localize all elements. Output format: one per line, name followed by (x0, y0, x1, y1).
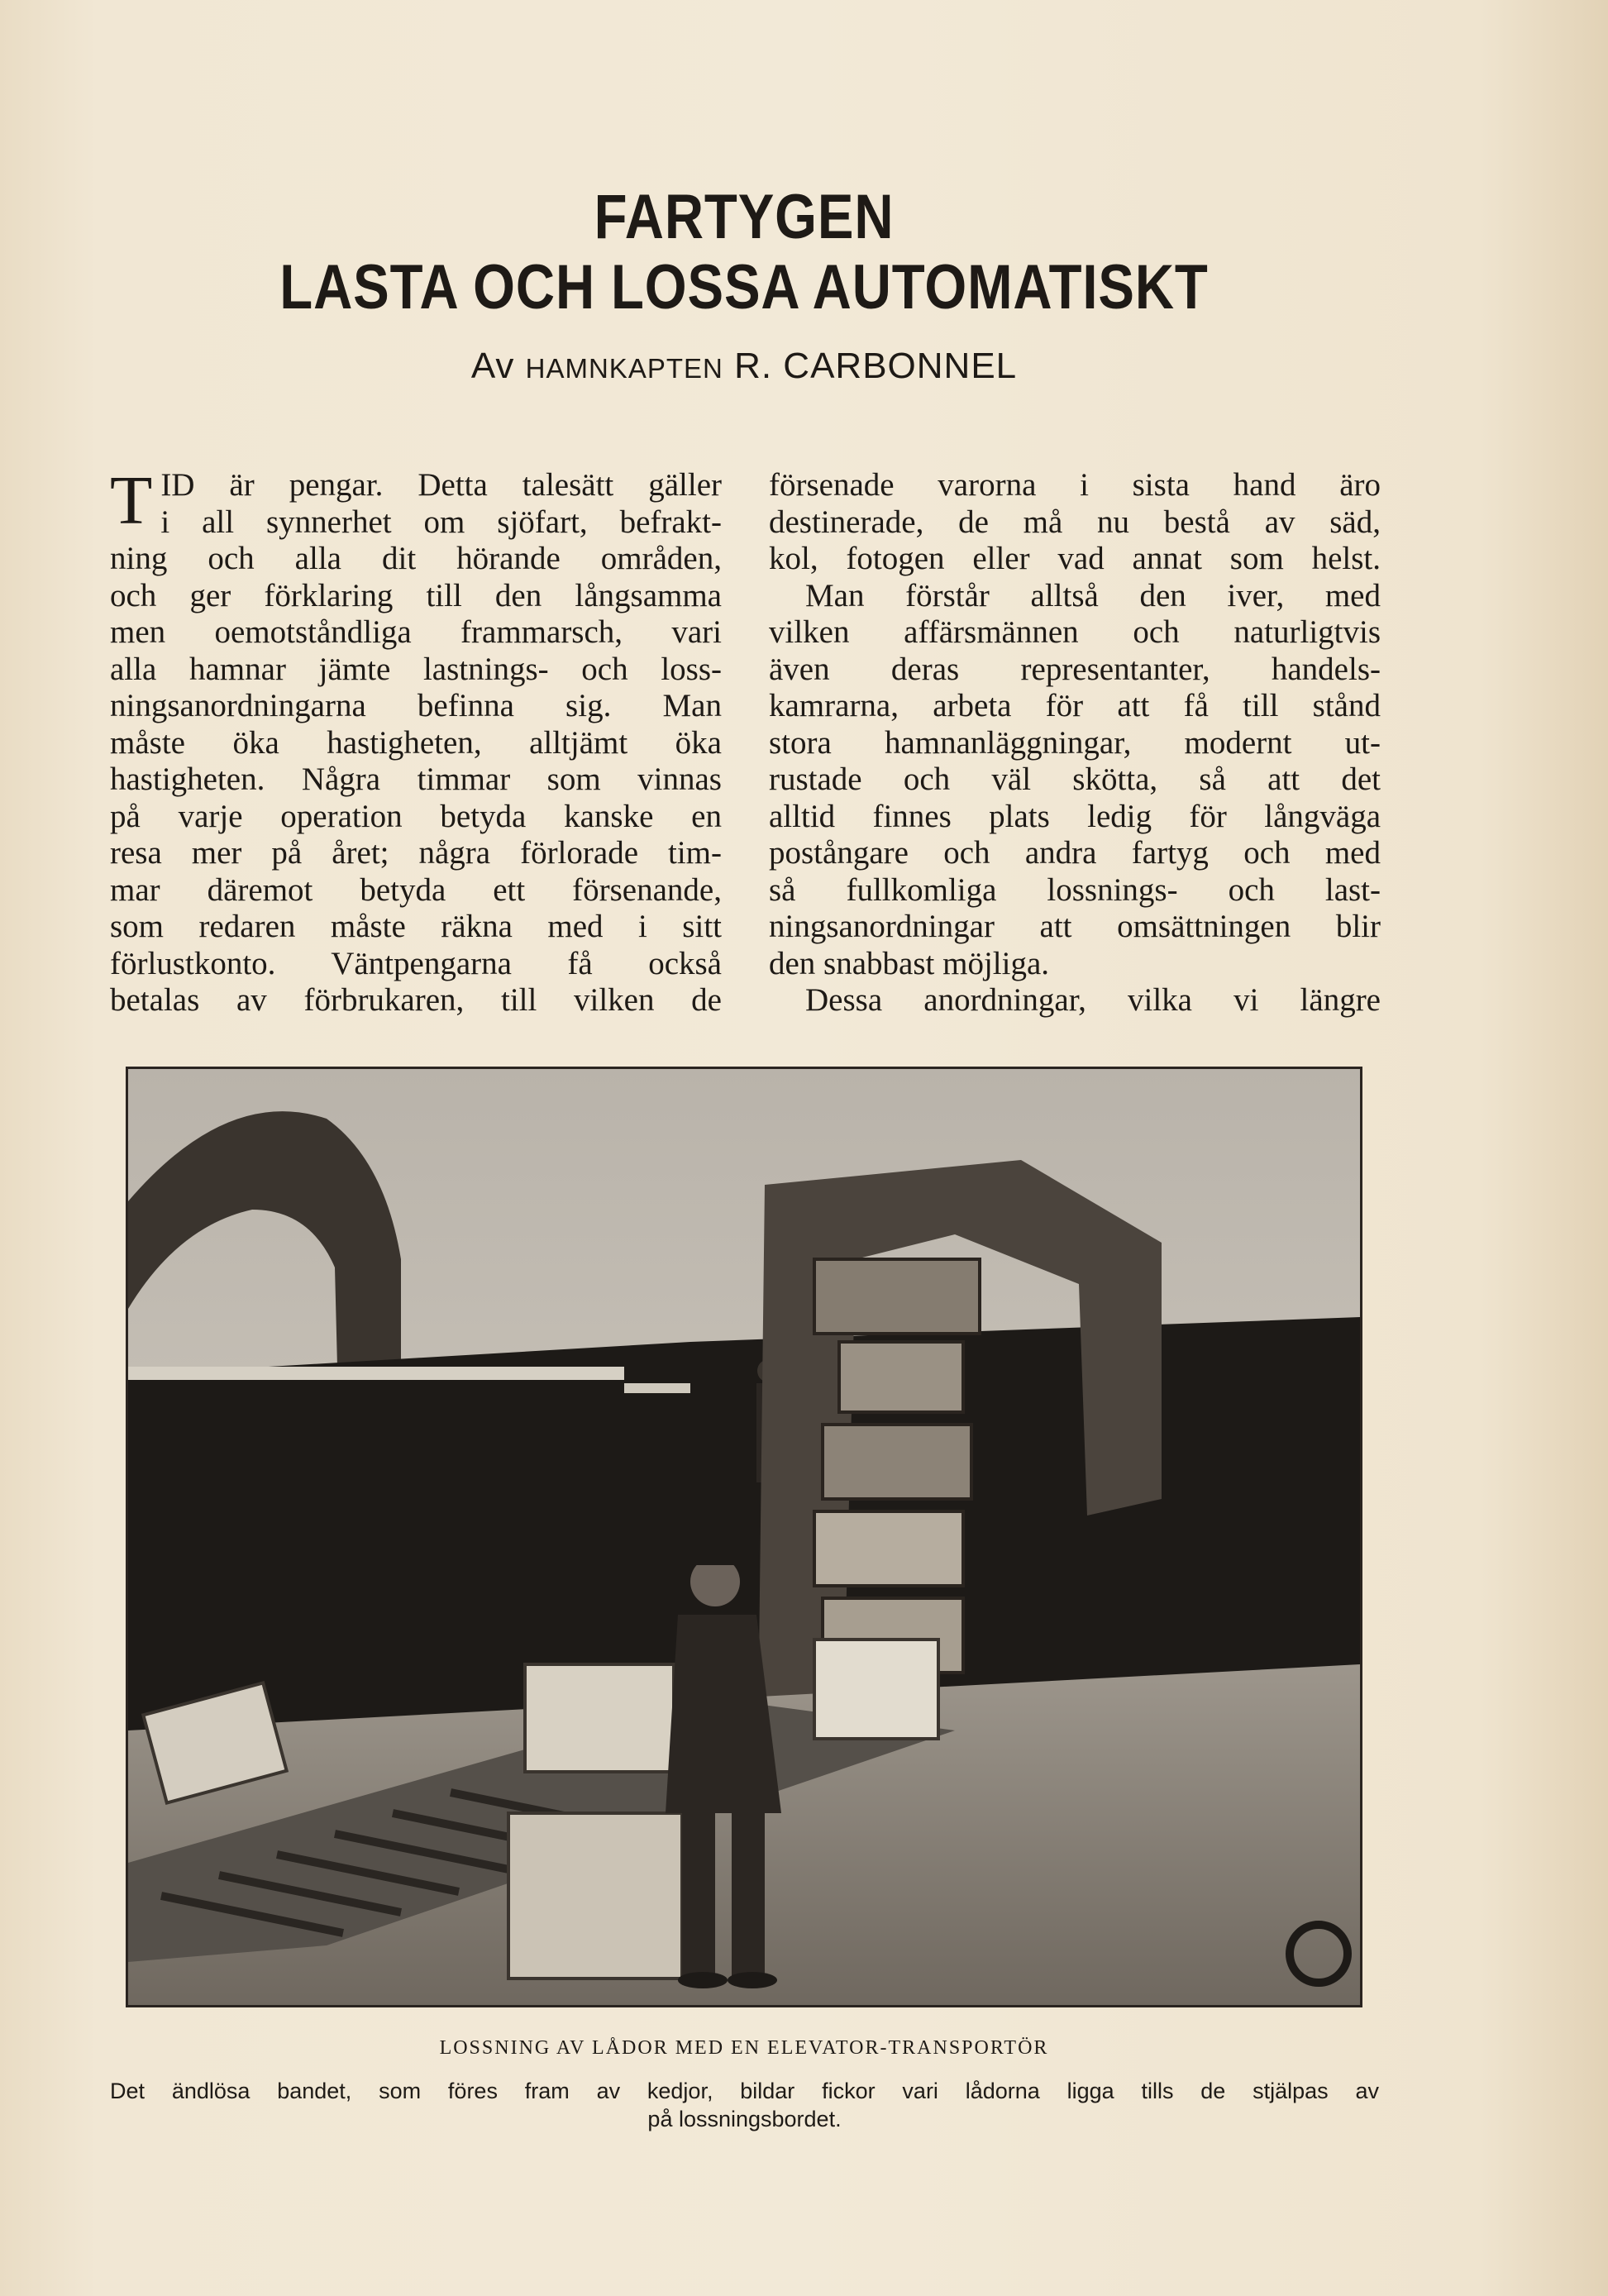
article-title-line-1: FARTYGEN (594, 182, 895, 252)
text-line: så fullkomliga lossnings- och last- (769, 871, 1381, 908)
text-line: ID är pengar. Detta talesätt gäller (160, 467, 722, 503)
text-line: måste öka hastigheten, alltjämt öka (110, 724, 722, 761)
text-line: Man förstår alltså den iver, med (805, 577, 1381, 613)
text-line: destinerade, de må nu bestå av säd, (769, 504, 1381, 540)
caption-line-2: på lossningsbordet. (647, 2107, 842, 2131)
article-column-right (769, 467, 1381, 1019)
text-line: postångare och andra fartyg och med (769, 835, 1381, 871)
text-line: och ger förklaring till den långsamma (110, 577, 722, 613)
text-line: vilken affärsmännen och naturligtvis (769, 614, 1381, 650)
text-line: ningsanordningar att omsättningen blir (769, 909, 1381, 944)
text-line: förlustkonto. Väntpengarna få också (110, 945, 722, 981)
text-line: kol, fotogen eller vad annat som helst. (769, 541, 1381, 576)
byline-prefix: Av (470, 346, 515, 386)
halftone-photograph (126, 1067, 1362, 2007)
text-line: betalas av förbrukaren, till vilken de (110, 982, 722, 1018)
article-column-left (110, 462, 722, 1019)
article-title-line-2: LASTA OCH LOSSA AUTOMATISKT (279, 252, 1209, 322)
text-line: ning och alla dit hörande områden, (110, 541, 722, 576)
text-line: den snabbast möjliga. (769, 945, 1050, 981)
text-line: alla hamnar jämte lastnings- och loss- (110, 651, 722, 687)
text-line: på varje operation betyda kanske en (110, 798, 722, 834)
text-line: hastigheten. Några timmar som vinnas (110, 761, 722, 797)
byline-name: R. CARBONNEL (734, 346, 1018, 386)
text-line: kamrarna, arbeta för att få till stånd (769, 688, 1381, 723)
photo-illustration (128, 1069, 1360, 2005)
text-line: som redaren måste räkna med i sitt (110, 909, 722, 944)
text-line: resa mer på året; några förlorade tim- (110, 835, 722, 871)
text-line: ningsanordningarna befinna sig. Man (110, 688, 722, 723)
text-line: försenade varorna i sista hand äro (769, 467, 1381, 503)
figure-caption-title: LOSSNING AV LÅDOR MED EN ELEVATOR-TRANSPORTÖR (439, 2037, 1049, 2059)
text-line: stora hamnanläggningar, modernt ut- (769, 724, 1381, 761)
text-line: mar däremot betyda ett försenande, (110, 871, 722, 908)
drop-cap: T (110, 462, 153, 539)
text-line: men oemotståndliga frammarsch, vari (110, 614, 722, 650)
text-line: även deras representanter, handels- (769, 651, 1381, 687)
text-line: Dessa anordningar, vilka vi längre (805, 982, 1381, 1018)
caption-line-1: Det ändlösa bandet, som föres fram av kedjor, bildar fickor vari lådorna ligga tills de stjälpas av (110, 2079, 1379, 2103)
text-line: alltid finnes plats ledig för långväga (769, 798, 1381, 834)
text-line: i all synnerhet om sjöfart, befrakt- (160, 504, 722, 540)
figure-caption (110, 2077, 1379, 2133)
text-line: rustade och väl skötta, så att det (769, 761, 1381, 797)
byline-rank: HAMNKAPTEN (525, 353, 723, 384)
byline (0, 346, 1488, 387)
